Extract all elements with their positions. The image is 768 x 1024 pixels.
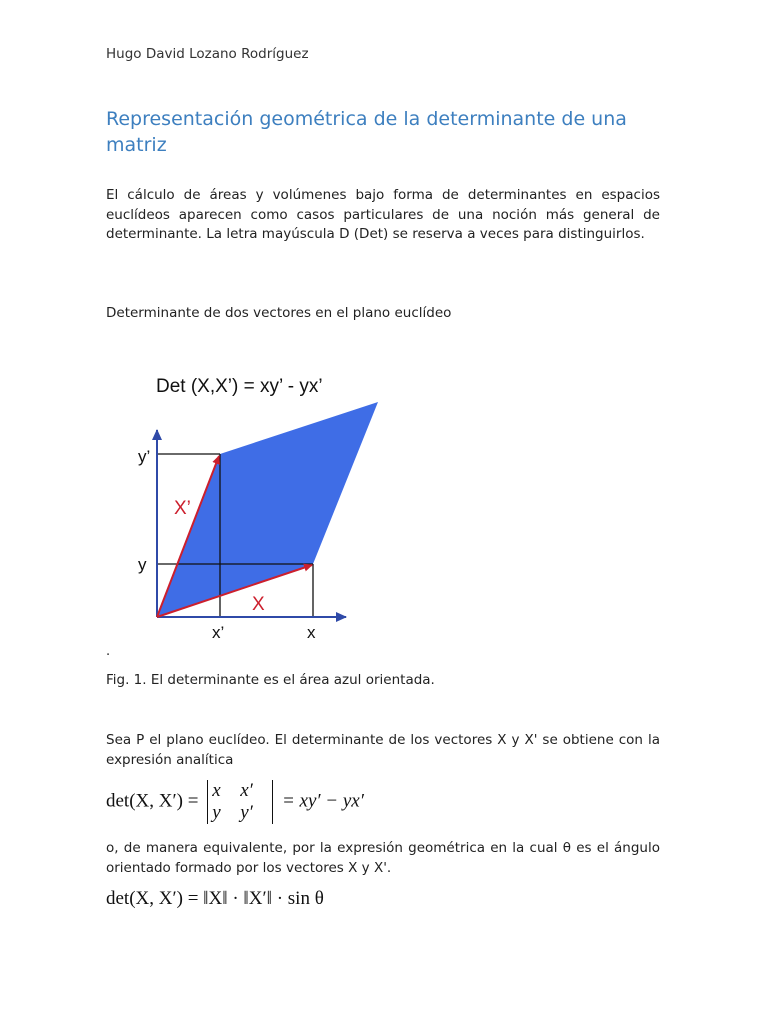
determinant-matrix <box>207 780 273 824</box>
author-name: Hugo David Lozano Rodríguez <box>106 46 309 62</box>
matrix-cell-21: y <box>212 802 221 823</box>
formula-analytic-rhs: = xy′ − yx′ <box>281 790 364 812</box>
determinant-figure <box>110 362 400 650</box>
matrix-cell-12: x′ <box>240 780 253 801</box>
figure-title: Det (X,X’) = xy’ - yx’ <box>156 376 323 397</box>
label-x: x <box>307 623 316 642</box>
formula-analytic-lhs: det(X, X′) = <box>106 790 199 812</box>
geometric-paragraph: o, de manera equivalente, por la expresión geométrica en la cual θ es el ángulo orientado formado por los vectores X y X'. <box>106 840 660 876</box>
document-title: Representación geométrica de la determinante de una matriz <box>106 108 627 156</box>
label-y: y <box>138 555 147 574</box>
figure-caption: Fig. 1. El determinante es el área azul orientada. <box>106 672 435 688</box>
formula-analytic <box>106 780 364 828</box>
label-yprime: y’ <box>138 447 151 466</box>
intro-paragraph: El cálculo de áreas y volúmenes bajo forma de determinantes en espacios euclídeos aparecen como casos particulares de una noción más general de determinante. La letra mayúscula D (Det) se reserva a veces para distinguirlos. <box>106 187 660 242</box>
stray-dot: . <box>106 644 111 659</box>
analytic-paragraph: Sea P el plano euclídeo. El determinante de los vectores X y X' se obtiene con la expresión analítica <box>106 732 660 768</box>
figure-diagram <box>110 362 400 650</box>
label-vector-Xprime: X’ <box>174 498 191 519</box>
label-vector-X: X <box>252 594 265 615</box>
matrix-cell-22: y′ <box>240 802 253 823</box>
formula-geometric: det(X, X′) = ‖X‖ · ‖X′‖ · sin θ <box>106 888 324 909</box>
label-xprime: x’ <box>212 623 225 642</box>
section-subheading: Determinante de dos vectores en el plano euclídeo <box>106 305 452 321</box>
matrix-cell-11: x <box>212 780 221 801</box>
